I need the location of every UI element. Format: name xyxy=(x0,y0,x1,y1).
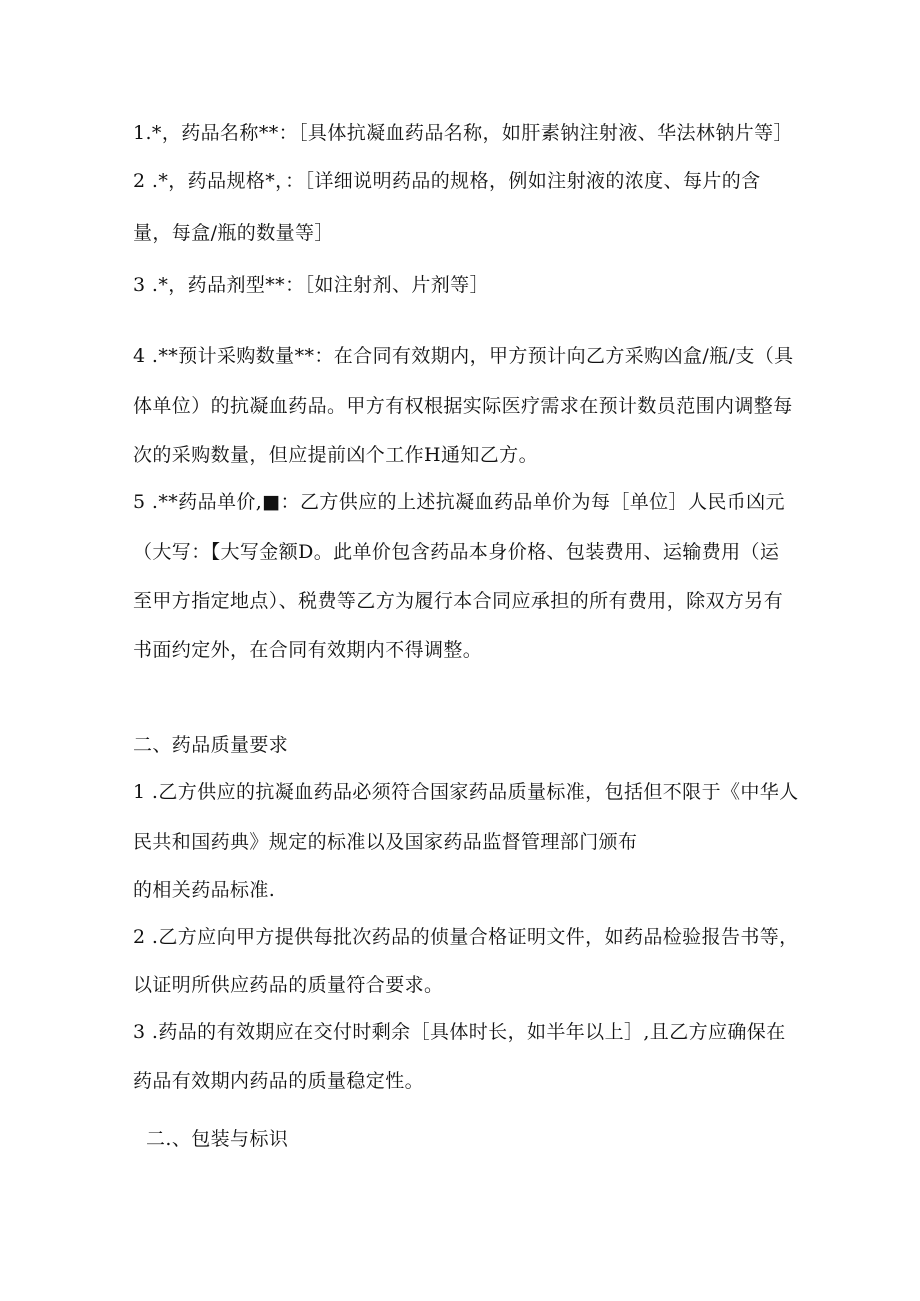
section-2-heading: 二、药品质量要求 xyxy=(133,734,289,756)
item-4-line-2: 体单位）的抗凝血药品。甲方有权根据实际医疗需求在预计数员范围内调整每 xyxy=(133,395,793,417)
item-5-line-3: 至甲方指定地点）、税费等乙方为履行本合同应承担的所有费用，除双方另有 xyxy=(133,590,784,612)
section-3-heading: 二.、包装与标识 xyxy=(146,1128,289,1150)
section-2-line-1: 1 .乙方供应的抗凝血药品必须符合国家药品质量标准，包括但不限于《中华人 xyxy=(133,781,799,803)
item-1-line-1: 1.*，药品名称**：［具体抗凝血药品名称，如肝素钠注射液、华法林钠片等］ xyxy=(133,122,793,144)
item-4-line-1: 4 .**预计采购数量**：在合同有效期内，甲方预计向乙方采购凶盒/瓶/支（具 xyxy=(133,345,794,367)
item-5-line-2: （大写：【大写金额D。此单价包含药品本身价格、包装费用、运输费用（运 xyxy=(133,541,780,563)
item-2-line-2: 量，每盒/瓶的数量等］ xyxy=(133,222,334,244)
item-4-line-3: 次的采购数量，但应提前凶个工作H通知乙方。 xyxy=(133,444,538,466)
section-2-line-3: 的相关药品标准. xyxy=(133,879,276,901)
item-3-line-1: 3 .*，药品剂型**：［如注射剂、片剂等］ xyxy=(133,274,489,296)
section-2-line-7: 药品有效期内药品的质量稳定性。 xyxy=(133,1070,425,1092)
section-2-line-4: 2 .乙方应向甲方提供每批次药品的侦量合格证明文件，如药品检验报告书等， xyxy=(133,926,799,948)
section-2-line-2: 民共和国药典》规定的标准以及国家药品监督管理部门颁布 xyxy=(133,831,638,853)
item-2-line-1: 2 .*，药品规格*，：［详细说明药品的规格，例如注射液的浓度、每片的含 xyxy=(133,170,761,192)
item-5-line-1: 5 .**药品单价,■：乙方供应的上述抗凝血药品单价为每［单位］人民币凶元 xyxy=(133,491,785,513)
item-5-line-4: 书面约定外，在合同有效期内不得调整。 xyxy=(133,639,483,661)
section-2-line-6: 3 .药品的有效期应在交付时剩余［具体时长，如半年以上］,且乙方应确保在 xyxy=(133,1021,786,1043)
section-2-line-5: 以证明所供应药品的质量符合要求。 xyxy=(133,974,444,996)
